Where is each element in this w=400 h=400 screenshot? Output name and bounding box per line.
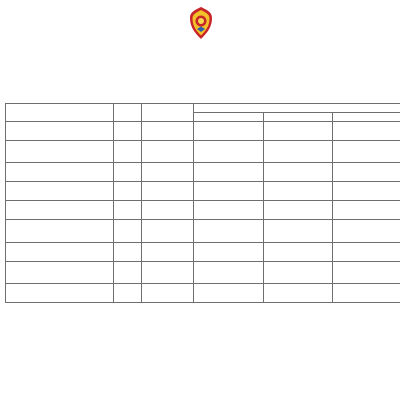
sub-a-cell-line [196,148,261,155]
school-crest-icon [188,6,214,40]
time-cell-line [144,284,191,291]
sub-a-cell [194,243,264,262]
time-cell [142,262,194,284]
subject-cell-line [8,129,111,136]
sub-c-cell-line [335,284,398,291]
sub-b-cell [264,284,333,303]
code-cell [114,182,142,201]
sub-b-cell [264,220,333,243]
time-cell-line [144,141,191,148]
table-row [6,201,400,220]
code-cell [114,122,142,141]
code-cell-line [116,201,139,208]
header-line-1 [0,44,400,54]
subject-cell [6,262,114,284]
sub-b-cell-line [266,122,330,129]
sub-a-cell-line [196,243,261,250]
table-row [6,141,400,163]
code-cell-line [116,243,139,250]
sub-b-cell [264,262,333,284]
subject-cell-line [8,291,111,298]
col-header-sub-b [264,113,333,122]
time-cell [142,201,194,220]
sub-a-cell-line [196,122,261,129]
sub-a-cell-line [196,201,261,208]
sub-c-cell [333,163,400,182]
code-cell-line [116,182,139,189]
sub-a-cell [194,262,264,284]
time-cell [142,284,194,303]
time-cell [142,182,194,201]
subject-cell-line [8,284,111,291]
schedule-table-wrapper [5,103,400,375]
sub-c-cell-line [335,243,398,250]
code-cell-line [116,141,139,148]
sub-b-cell-line [266,163,330,170]
sub-a-cell [194,122,264,141]
code-cell [114,201,142,220]
header-line-4 [0,74,400,84]
sub-a-cell-line [196,189,261,196]
subject-cell-line [8,243,111,250]
col-header-subject [6,104,114,122]
table-row [6,182,400,201]
sub-b-cell-line [266,220,330,227]
sub-b-cell [264,182,333,201]
sub-b-cell-line [266,262,330,269]
code-cell-line [116,262,139,269]
subject-cell-line [8,201,111,208]
subject-cell [6,284,114,303]
sub-c-cell [333,122,400,141]
time-cell [142,163,194,182]
sub-a-cell-line [196,141,261,148]
subject-cell-line [8,148,111,155]
sub-a-cell-line [196,262,261,269]
time-cell [142,243,194,262]
time-cell-line [144,220,191,227]
header-line-3 [0,64,400,74]
col-header-time [142,104,194,122]
header-line-2 [0,54,400,64]
subject-cell [6,141,114,163]
subject-cell-line [8,262,111,269]
sub-a-cell [194,163,264,182]
sub-b-cell [264,141,333,163]
time-cell [142,141,194,163]
subject-cell-line [8,250,111,257]
sub-c-cell-line [335,201,398,208]
subject-cell-line [8,189,111,196]
sub-c-cell-line [335,262,398,269]
subject-cell [6,122,114,141]
subject-cell-line [8,269,111,276]
sub-c-cell-line [335,141,398,148]
code-cell [114,163,142,182]
sub-a-cell [194,284,264,303]
sub-c-cell-line [335,220,398,227]
time-cell-line [144,201,191,208]
code-cell-line [116,284,139,291]
subject-cell-line [8,141,111,148]
time-cell-line [144,262,191,269]
sub-b-cell [264,163,333,182]
table-row [6,284,400,303]
sub-c-cell-line [335,182,398,189]
sub-c-cell [333,243,400,262]
subject-cell-line [8,220,111,227]
sub-a-cell-line [196,163,261,170]
time-cell-line [144,182,191,189]
subject-cell [6,243,114,262]
sub-a-cell [194,201,264,220]
subject-cell-line [8,170,111,177]
table-row [6,122,400,141]
table-row [6,220,400,243]
subject-cell [6,201,114,220]
col-header-sub-c [333,113,400,122]
code-cell-line [116,220,139,227]
sub-b-cell-line [266,284,330,291]
sub-c-cell [333,220,400,243]
code-cell [114,243,142,262]
school-logo [188,6,214,40]
sub-c-cell-line [335,269,398,276]
sub-b-cell [264,122,333,141]
table-row [6,262,400,284]
time-cell-line [144,129,191,136]
sub-c-cell-line [335,208,398,215]
subject-cell-line [8,208,111,215]
sub-c-cell-line [335,163,398,170]
sub-b-cell-line [266,182,330,189]
sub-b-cell-line [266,201,330,208]
code-cell-line [116,122,139,129]
col-header-date-group [194,104,400,113]
sub-c-cell-line [335,122,398,129]
time-cell-line [144,122,191,129]
subject-cell [6,182,114,201]
subject-cell-line [8,182,111,189]
sub-c-cell-line [335,276,398,283]
sub-a-cell-line [196,220,261,227]
table-row [6,243,400,262]
table-row [6,163,400,182]
code-cell-line [116,163,139,170]
sub-c-cell [333,284,400,303]
time-cell-line [144,163,191,170]
sub-a-cell-line [196,129,261,136]
sub-c-cell [333,201,400,220]
sub-b-cell-line [266,243,330,250]
time-cell [142,220,194,243]
sub-a-cell [194,220,264,243]
subject-cell [6,163,114,182]
sub-b-cell [264,201,333,220]
code-cell [114,220,142,243]
sub-a-cell [194,182,264,201]
sub-b-cell-line [266,141,330,148]
subject-cell [6,220,114,243]
code-cell [114,284,142,303]
subject-cell-line [8,122,111,129]
sub-a-cell-line [196,227,261,234]
sub-a-cell [194,141,264,163]
schedule-table [5,103,400,303]
document-header [0,44,400,84]
sub-a-cell-line [196,155,261,162]
subject-cell-line [8,227,111,234]
code-cell [114,262,142,284]
col-header-code [114,104,142,122]
subject-cell-line [8,163,111,170]
sub-c-cell [333,182,400,201]
sub-c-cell [333,262,400,284]
time-cell [142,122,194,141]
sub-a-cell-line [196,182,261,189]
code-cell [114,141,142,163]
col-header-sub-a [194,113,264,122]
time-cell-line [144,243,191,250]
sub-c-cell [333,141,400,163]
sub-a-cell-line [196,284,261,291]
sub-b-cell [264,243,333,262]
sub-a-cell-line [196,234,261,241]
schedule-table-body [6,122,400,303]
